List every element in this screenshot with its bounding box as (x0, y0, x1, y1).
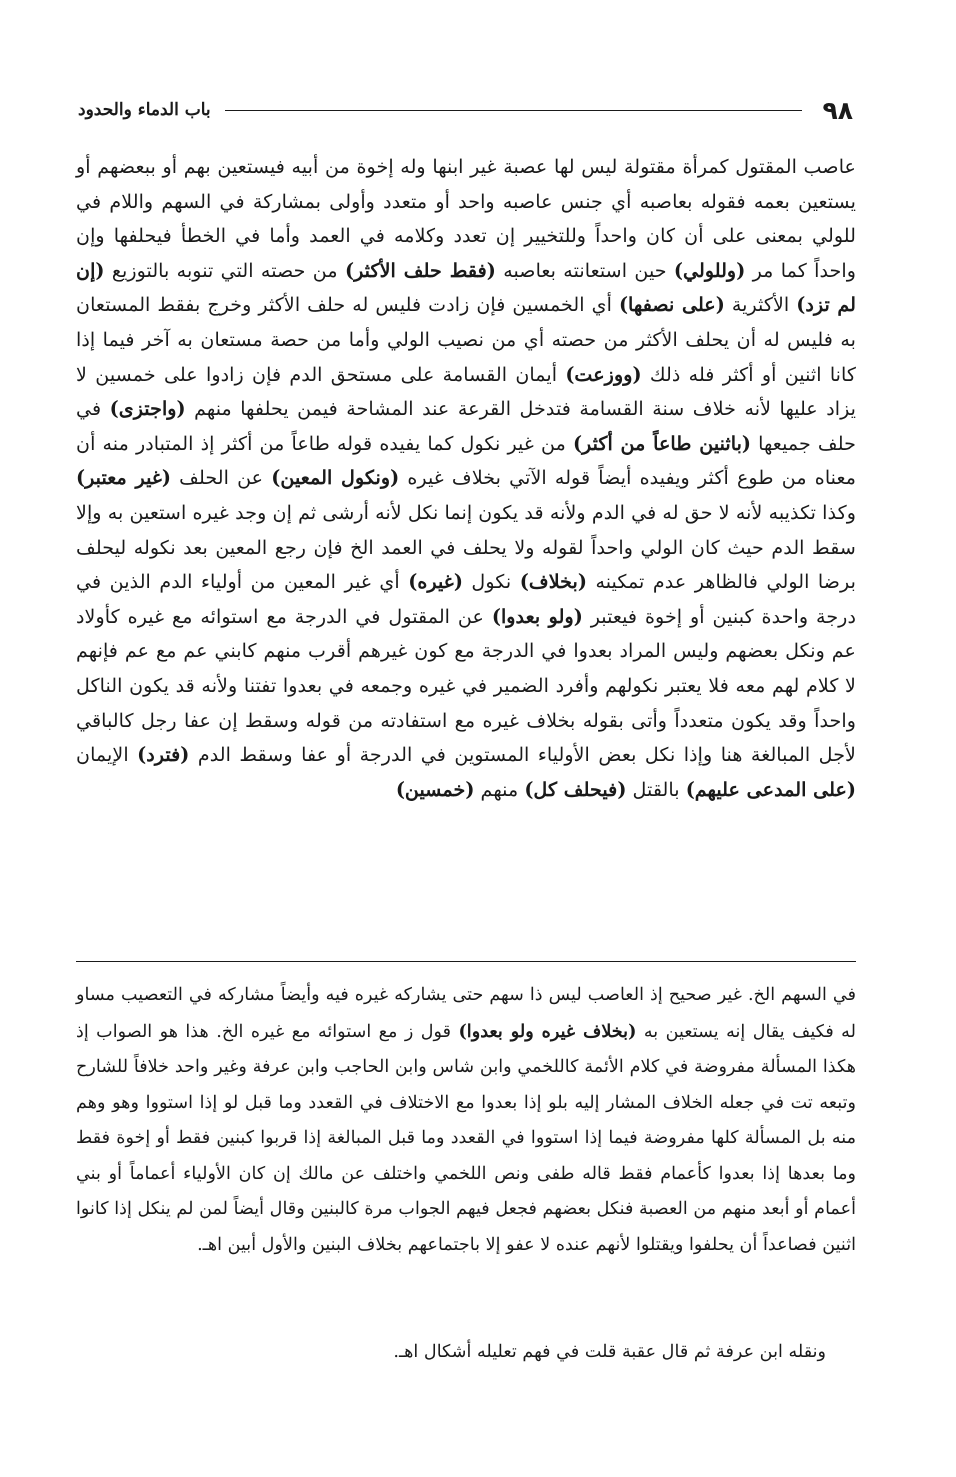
bold-term: (بخلاف غيره ولو بعدوا) (458, 1020, 637, 1042)
text-run: وكذا تكذيبه لأنه لا حق له في الدم ولأنه قد يكون إنما نكل لأنه أرشى ثم إن وجد غيره استعين به وإلا سقط الدم حيث كان الولي واحداً لقوله ولا يحلف في العمد الخ فإن رجع المعين بعد نكوله ليحلف برضا الولي فالظاهر عدم تمكينه (76, 500, 856, 594)
bold-term: (ونكول المعين) (271, 466, 400, 490)
text-run: قول ز مع استوائه مع غيره الخ. هذا هو الصواب إذ هكذا المسألة مفروضة في كلام الأئمة كاللخمي وابن شاس وابن الحاجب وابن عرفة وغير واحد خلافاً للشارح وتبعه تت في جعله الخلاف المشار إليه بلو إذا بعدوا مع الاختلاف في القعدد وما قبل لو إذا استووا وهو وهم منه بل المسألة كلها مفروضة فيما إذا استووا في القعدد وما قبل المبالغة إذا قربوا كبنين فقط أو إخوة فقط وما بعدها إذا بعدوا كأعمام فقط قاله طفى ونص اللخمي واختلف عن مالك إن كان الأولياء أعماماً أو بني أعمام أو أبعد منهم من العصبة فنكل بعضهم فجعل فيهم الجواب مرة كالبنين وقال أيضاً لمن لم ينكل إذا كانوا اثنين فصاعداً أن يحلفوا ويقتلوا لأنهم عنده لا عفو إلا باجتماعهم بخلاف البنين والأول أبين اهـ. (76, 1021, 856, 1255)
text-run: حين استعانته بعاصبه (495, 258, 674, 282)
header-rule (225, 110, 803, 111)
bold-term: (فترد) (137, 743, 190, 767)
bold-term: (غير معتبر) (76, 466, 171, 490)
text-run: أيمان القسامة على مستحق الدم فإن زادوا على خمسين لا يزاد عليها لأنه خلاف سنة القسامة فتدخل القرعة عند المشاحة فيمن يحلفها منهم (76, 362, 857, 421)
text-run: أي غير المعين من أولياء الدم الذين في درجة واحدة كبنين أو إخوة فيعتبر (76, 570, 856, 628)
bold-term: (بخلاف) (519, 570, 587, 594)
text-run: في حلف جميعها (76, 397, 856, 455)
running-title: باب الدماء والحدود (78, 100, 211, 120)
text-run: من حصته التي تنوبه بالتوزيع (104, 258, 345, 282)
bold-term: (غيره) (408, 570, 463, 594)
text-run: عن الحلف (171, 466, 272, 490)
text-run: عاصب المقتول كمرأة مقتولة ليس لها عصبة غير ابنها وله إخوة من أبيه فيستعين بهم أو ببعضهم أو يستعين بعمه فقوله بعاصبه أي جنس عاصبه واحد أو متعدد وأولى بمشاركة في السهم واللام في للولي بمعنى على أن كان واحداً وللتخيير إن تعدد وكلامه في العمد وأما في الخطأ فيحلفها وإن واحداً كما مر (76, 155, 856, 282)
bold-term: (على نصفها) (618, 293, 725, 317)
bold-term: (إن لم تزد) (76, 258, 856, 317)
bold-term: (واجتزى) (109, 397, 186, 421)
bold-term: (فقط حلف الأكثر) (345, 258, 496, 282)
page-number: ٩٨ (822, 95, 853, 125)
text-run: عن المقتول في الدرجة مع استوائه مع غيره كأولاد عم ونكل بعضهم وليس المراد بعدوا في الدرجة مع كون غيرهم أقرب منهم كابني عم مع عم فإنهم لا كلام لهم معه فلا يعتبر نكولهم وأفرد الضمير في غيره وجمعه في بعدوا تفتنا ولأنه قد يكون الناكل واحداً وقد يكون متعدداً وأتى بقوله بخلاف غيره مع استفادته من قوله وسقط إن عفا رجل كالباقي لأجل المبالغة هنا وإذا نكل بعض الأولياء المستوين في الدرجة أو عفا وسقط الدم (76, 604, 857, 767)
bold-term: (باثنين طاعاً من أكثر) (572, 431, 752, 455)
text-run: الإيمان (76, 743, 138, 767)
bold-term: (على المدعى عليهم) (685, 777, 856, 801)
footnote-closing-line: ونقله ابن عرفة ثم قال عقبة قلت في فهم تعليله أشكال اهـ. (393, 1342, 826, 1362)
bold-term: (ولو بعدوا) (491, 604, 583, 628)
bold-term: (ووزعت) (565, 362, 642, 386)
footnote-separator (76, 961, 856, 962)
text-run: من غير نكول كما يفيده قوله طاعاً من أكثر إذ المتبادر منه أن معناه من طوع أكثر ويفيده أيضاً قوله الآتي بخلاف غيره (76, 431, 856, 490)
bold-term: (خمسين) (395, 777, 475, 801)
text-run: في السهم الخ. غير صحيح إذ العاصب ليس ذا سهم حتى يشاركه غيره فيه وأيضاً مشاركه في التعصيب مساو له فكيف يقال إنه يستعين به (76, 985, 856, 1042)
page-header (78, 92, 853, 128)
bold-term: (فيحلف كل) (524, 777, 627, 801)
main-text (76, 150, 856, 807)
text-run: بالقتل (626, 777, 686, 801)
text-run: نكول (462, 570, 520, 594)
text-run: منهم (474, 777, 525, 801)
bold-term: (وللولي) (673, 258, 746, 282)
footnote-text (76, 978, 856, 1263)
text-run: الأكثرية (724, 293, 797, 317)
text-run: أي الخمسين فإن زادت فليس له حلف الأكثر وخرج بفقط المستعان به فليس له أن يحلف الأكثر من حصته أي من نصيب الولي وأما من حصة مستعان به آخر فيما إذا كانا اثنين أو أكثر فله ذلك (76, 293, 856, 386)
